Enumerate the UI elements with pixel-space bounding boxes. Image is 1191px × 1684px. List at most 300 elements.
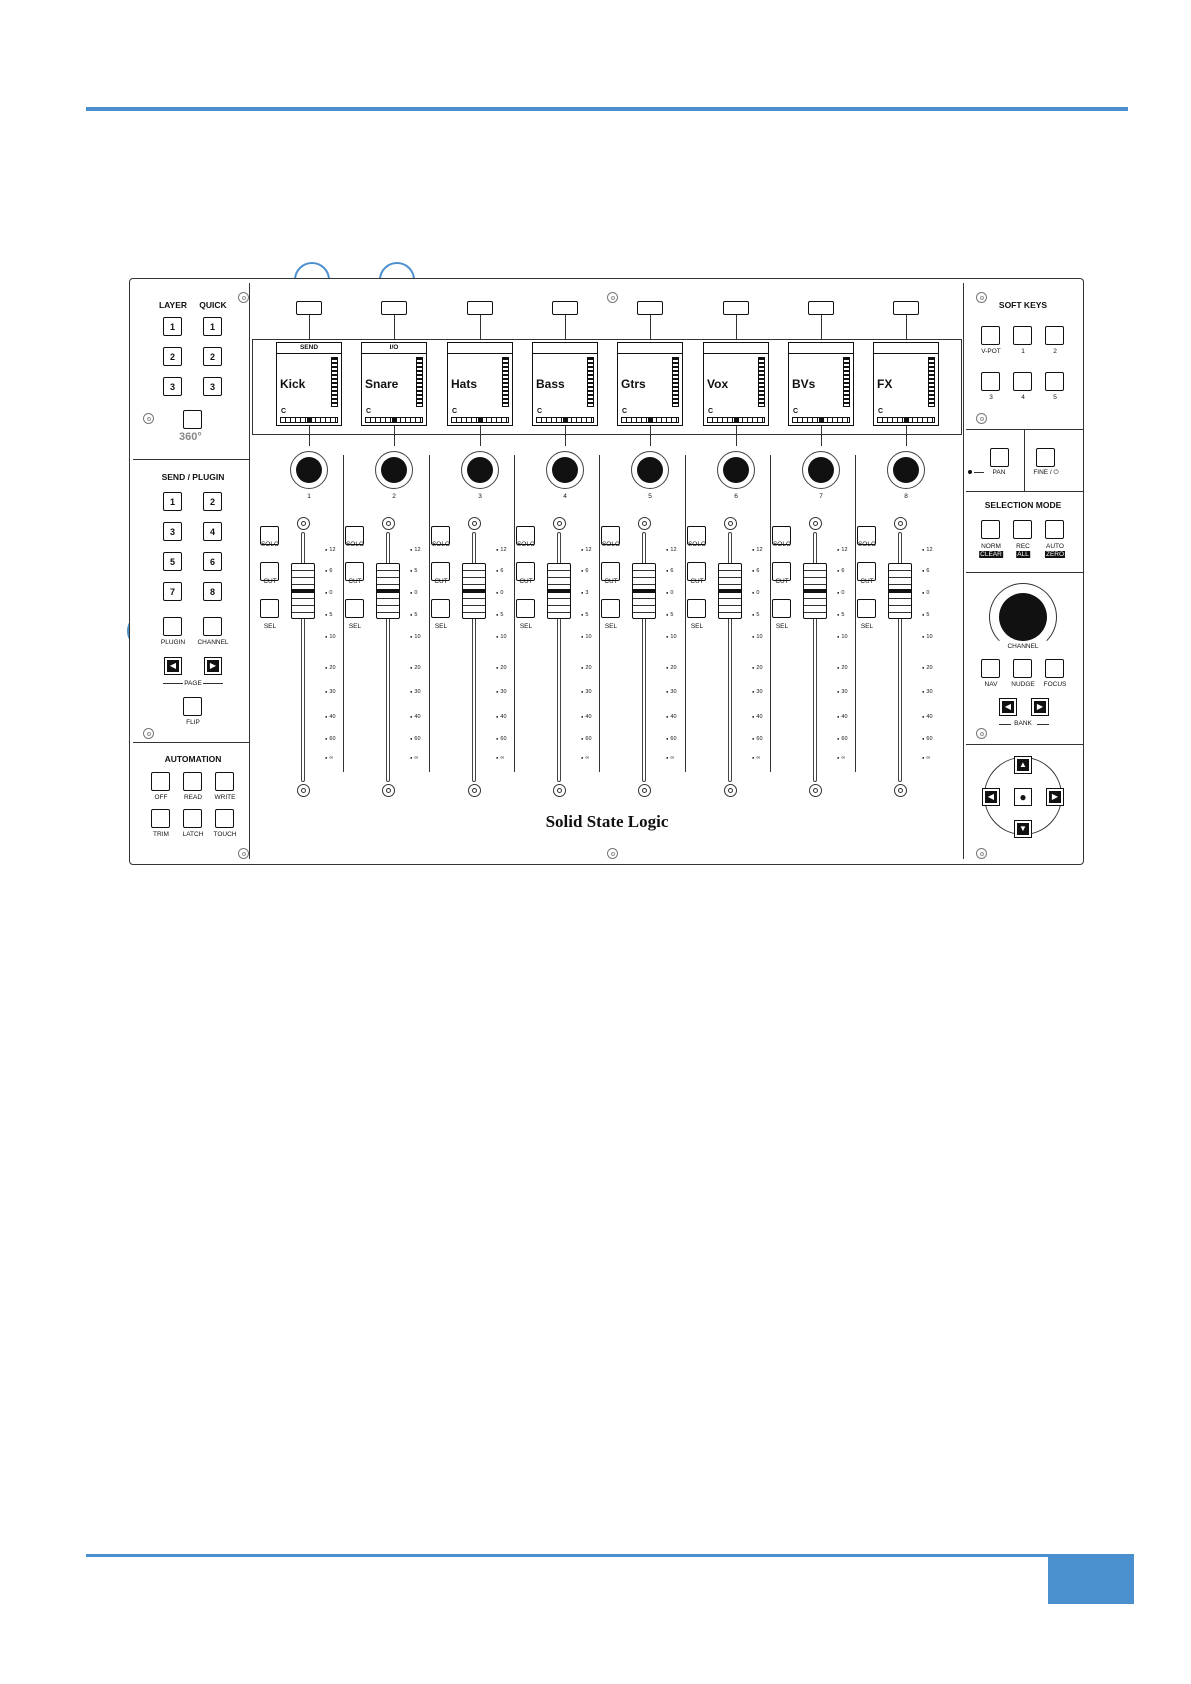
fader-cap[interactable] <box>462 563 486 619</box>
zero-label: ZERO <box>1045 551 1065 558</box>
fader-scale-mark: ● 0 <box>752 590 759 596</box>
fader-scale-mark: ● 5 <box>837 612 844 618</box>
auto-off-button[interactable] <box>151 772 170 791</box>
soft-key-4-label: 4 <box>1021 394 1025 401</box>
channel-name: Vox <box>707 377 729 391</box>
soft-key-2-button[interactable] <box>1045 326 1064 345</box>
fader-top-stop <box>894 517 907 530</box>
pan-value: C <box>708 408 714 415</box>
sel-label: SEL <box>860 623 874 630</box>
fader-scale-mark: ● 6 <box>496 568 503 574</box>
solo-label: SOLO <box>687 541 707 548</box>
sel-label: SEL <box>263 623 277 630</box>
screw-icon <box>238 848 249 859</box>
send-2-button[interactable]: 2 <box>203 492 222 511</box>
solo-label: SOLO <box>345 541 365 548</box>
fader-scale-mark: ● 30 <box>837 689 848 695</box>
vpot-knob[interactable] <box>717 451 755 489</box>
cut-label: CUT <box>775 578 789 585</box>
fader-scale-mark: ● 60 <box>325 736 336 742</box>
channel-name: Kick <box>280 377 306 391</box>
display-header: I/O <box>362 343 426 354</box>
cut-label: CUT <box>690 578 704 585</box>
screw-icon <box>976 728 987 739</box>
layer-label: LAYER <box>158 300 188 310</box>
fader-scale-mark: ● 6 <box>581 568 588 574</box>
fader-top-stop <box>382 517 395 530</box>
auto-touch-button[interactable] <box>215 809 234 828</box>
pan-fine-divider <box>1024 429 1025 491</box>
fader-cap[interactable] <box>547 563 571 619</box>
sel-label: SEL <box>604 623 618 630</box>
fader-scale-mark: ● 10 <box>752 634 763 640</box>
soft-key-3-button[interactable] <box>981 372 1000 391</box>
selection-mode-label: SELECTION MODE <box>984 500 1062 510</box>
pan-value: C <box>366 408 372 415</box>
fader-scale-mark: ● 20 <box>922 665 933 671</box>
flip-button[interactable] <box>183 697 202 716</box>
fader-scale-mark: ● 12 <box>581 547 592 553</box>
page-left-button[interactable] <box>164 657 182 675</box>
focus-label: FOCUS <box>1043 681 1067 688</box>
fader-top-stop <box>724 517 737 530</box>
display-select-button[interactable] <box>467 301 493 315</box>
fader-scale-mark: ● ∞ <box>922 755 930 761</box>
fine-button[interactable] <box>1036 448 1055 467</box>
sel-button[interactable] <box>516 599 535 618</box>
fader-scale-mark: ● 12 <box>325 547 336 553</box>
fader-scale-mark: ● 30 <box>666 689 677 695</box>
strip-divider <box>855 455 856 772</box>
auto-latch-button[interactable] <box>183 809 202 828</box>
fader-scale-mark: ● 30 <box>410 689 421 695</box>
auto-trim-label: TRIM <box>153 831 169 838</box>
quick-1-button[interactable]: 1 <box>203 317 222 336</box>
fader-cap[interactable] <box>291 563 315 619</box>
page-label: PAGE <box>184 680 202 687</box>
right-divider-2 <box>966 491 1083 492</box>
fader-scale-mark: ● 60 <box>752 736 763 742</box>
bank-left-button[interactable] <box>999 698 1017 716</box>
sel-label: SEL <box>434 623 448 630</box>
layer-1-button[interactable]: 1 <box>163 317 182 336</box>
arrow-up-icon: ▲ <box>1017 759 1029 771</box>
fader-scale-mark: ● 60 <box>666 736 677 742</box>
display-select-stem <box>309 315 310 339</box>
fader-scale-mark: ● 60 <box>581 736 592 742</box>
auto-trim-button[interactable] <box>151 809 170 828</box>
arrow-left-icon: ◀ <box>1002 701 1014 713</box>
fader-top-stop <box>638 517 651 530</box>
screw-icon <box>607 848 618 859</box>
page-line-left <box>163 683 183 684</box>
send-5-button[interactable]: 5 <box>163 552 182 571</box>
plugin-button[interactable] <box>163 617 182 636</box>
channel-name: FX <box>877 377 893 391</box>
fader-scale-mark: ● 6 <box>325 568 332 574</box>
channel-label: CHANNEL <box>197 639 229 646</box>
bank-label: BANK <box>1014 720 1032 727</box>
display-select-button[interactable] <box>893 301 919 315</box>
fader-cap[interactable] <box>376 563 400 619</box>
fader-top-stop <box>468 517 481 530</box>
clear-label: CLEAR <box>980 551 1002 558</box>
soft-key-3-label: 3 <box>989 394 993 401</box>
fader-cap[interactable] <box>888 563 912 619</box>
channel-name: BVs <box>792 377 816 391</box>
left-section-divider <box>249 283 250 859</box>
fader-scale-mark: ● 5 <box>410 612 417 618</box>
soft-key-1-label: 1 <box>1021 348 1025 355</box>
strip-divider <box>514 455 515 772</box>
sel-label: SEL <box>348 623 362 630</box>
fader-cap[interactable] <box>803 563 827 619</box>
layer-2-button[interactable]: 2 <box>163 347 182 366</box>
fader-scale-mark: ● 30 <box>581 689 592 695</box>
fader-scale-mark: ● 40 <box>325 714 336 720</box>
fader-cap[interactable] <box>718 563 742 619</box>
dot-icon: ● <box>1017 791 1029 803</box>
sel-label: SEL <box>519 623 533 630</box>
fader-scale-mark: ● 5 <box>752 612 759 618</box>
channel-name: Hats <box>451 377 478 391</box>
channel-name: Gtrs <box>621 377 646 391</box>
page-number-box <box>1048 1554 1134 1604</box>
fader-bottom-stop <box>382 784 395 797</box>
pan-button[interactable] <box>990 448 1009 467</box>
sel-button[interactable] <box>601 599 620 618</box>
solo-label: SOLO <box>431 541 451 548</box>
pan-led-line <box>974 472 984 473</box>
auto-read-button[interactable] <box>183 772 202 791</box>
channel-number: 4 <box>563 493 567 500</box>
display-select-button[interactable] <box>296 301 322 315</box>
nav-button[interactable] <box>981 659 1000 678</box>
quick-2-button[interactable]: 2 <box>203 347 222 366</box>
soft-keys-label: SOFT KEYS <box>998 300 1048 310</box>
fader-scale-mark: ● 60 <box>922 736 933 742</box>
fader-scale-mark: ● 20 <box>581 665 592 671</box>
fader-scale-mark: ● 0 <box>837 590 844 596</box>
fader-scale-mark: ● 30 <box>922 689 933 695</box>
fader-scale-mark: ● 5 <box>496 612 503 618</box>
send-3-button[interactable]: 3 <box>163 522 182 541</box>
fader-top-stop <box>809 517 822 530</box>
cut-label: CUT <box>860 578 874 585</box>
sel-label: SEL <box>690 623 704 630</box>
fader-scale-mark: ● 20 <box>752 665 763 671</box>
channel-encoder-knob[interactable] <box>999 593 1047 641</box>
nav-label: NAV <box>984 681 998 688</box>
display-select-button[interactable] <box>723 301 749 315</box>
fader-scale-mark: ● ∞ <box>837 755 845 761</box>
display-select-button[interactable] <box>381 301 407 315</box>
fader-scale-mark: ● 0 <box>410 590 417 596</box>
auto-write-label: WRITE <box>214 794 236 801</box>
fader-bottom-stop <box>297 784 310 797</box>
display-frame <box>252 339 962 435</box>
dpad-up-button[interactable] <box>1014 756 1032 774</box>
channel-name: Snare <box>365 377 399 391</box>
send-4-button[interactable]: 4 <box>203 522 222 541</box>
fader-bottom-stop <box>638 784 651 797</box>
channel-encoder-label: CHANNEL <box>1007 643 1039 650</box>
fader-scale-mark: ● 20 <box>837 665 848 671</box>
channel-number: 6 <box>734 493 738 500</box>
vpot-knob[interactable] <box>631 451 669 489</box>
pan-label: PAN <box>992 469 1006 476</box>
focus-button[interactable] <box>1045 659 1064 678</box>
screw-icon <box>976 292 987 303</box>
sel-button[interactable] <box>345 599 364 618</box>
display-header: SEND <box>277 343 341 354</box>
fader-scale-mark: ● 5 <box>325 612 332 618</box>
soft-key-vpot-label: V-POT <box>981 348 1001 355</box>
fader-scale-mark: ● 0 <box>325 590 332 596</box>
fader-scale-mark: ● ∞ <box>666 755 674 761</box>
fader-scale-mark: ● ∞ <box>581 755 589 761</box>
soft-key-5-button[interactable] <box>1045 372 1064 391</box>
sel-button[interactable] <box>260 599 279 618</box>
cut-label: CUT <box>434 578 448 585</box>
auto-read-label: READ <box>183 794 203 801</box>
arrow-left-icon: ◀ <box>985 791 997 803</box>
soft-key-vpot-button[interactable] <box>981 326 1000 345</box>
soft-key-4-button[interactable] <box>1013 372 1032 391</box>
quick-label: QUICK <box>199 300 227 310</box>
dpad-right-button[interactable] <box>1046 788 1064 806</box>
screw-icon <box>143 728 154 739</box>
fader-scale-mark: ● ∞ <box>410 755 418 761</box>
channel-button[interactable] <box>203 617 222 636</box>
fader-scale-mark: ● 6 <box>752 568 759 574</box>
fader-scale-mark: ● 12 <box>666 547 677 553</box>
soft-key-1-button[interactable] <box>1013 326 1032 345</box>
fader-scale-mark: ● 20 <box>325 665 336 671</box>
fader-scale-mark: ● 30 <box>496 689 507 695</box>
pan-value: C <box>537 408 543 415</box>
fader-scale-mark: ● 5 <box>581 612 588 618</box>
360-logo: 360° <box>179 431 202 443</box>
vpot-knob[interactable] <box>461 451 499 489</box>
norm-clear-button[interactable] <box>981 520 1000 539</box>
bank-line-right <box>1037 724 1049 725</box>
fader-scale-mark: ● 5 <box>666 612 673 618</box>
auto-write-button[interactable] <box>215 772 234 791</box>
bank-line-left <box>999 724 1011 725</box>
screw-icon <box>607 292 618 303</box>
arrow-right-icon: ▶ <box>1034 701 1046 713</box>
sel-button[interactable] <box>687 599 706 618</box>
dpad-left-button[interactable] <box>982 788 1000 806</box>
fader-scale-mark: ● 5 <box>410 568 417 574</box>
brand-logo: Solid State Logic <box>545 812 669 831</box>
dpad-center-button[interactable] <box>1014 788 1032 806</box>
fader-scale-mark: ● 10 <box>325 634 336 640</box>
fader-scale-mark: ● 40 <box>752 714 763 720</box>
solo-label: SOLO <box>772 541 792 548</box>
bank-right-button[interactable] <box>1031 698 1049 716</box>
fine-label: FINE / ⏻ <box>1033 469 1059 476</box>
channel-name: Bass <box>536 377 565 391</box>
fader-bottom-stop <box>894 784 907 797</box>
vpot-knob[interactable] <box>375 451 413 489</box>
fader-scale-mark: ● 10 <box>922 634 933 640</box>
display-select-button[interactable] <box>808 301 834 315</box>
fader-scale-mark: ● 40 <box>581 714 592 720</box>
display-select-button[interactable] <box>637 301 663 315</box>
arrow-right-icon: ▶ <box>1049 791 1061 803</box>
screw-icon <box>143 413 154 424</box>
soft-key-2-label: 2 <box>1053 348 1057 355</box>
fader-top-stop <box>297 517 310 530</box>
cut-label: CUT <box>348 578 362 585</box>
fader-scale-mark: ● 30 <box>325 689 336 695</box>
nudge-label: NUDGE <box>1011 681 1035 688</box>
display-select-stem <box>906 315 907 339</box>
auto-label: AUTO <box>1046 543 1064 550</box>
vpot-knob[interactable] <box>887 451 925 489</box>
channel-number: 3 <box>478 493 482 500</box>
auto-touch-label: TOUCH <box>213 831 237 838</box>
send-plugin-label: SEND / PLUGIN <box>161 472 225 482</box>
solo-label: SOLO <box>260 541 280 548</box>
bottom-rule <box>86 1554 1128 1557</box>
display-select-stem <box>565 315 566 339</box>
auto-latch-label: LATCH <box>182 831 204 838</box>
arrow-down-icon: ▼ <box>1017 823 1029 835</box>
fader-scale-mark: ● 60 <box>837 736 848 742</box>
fader-scale-mark: ● 6 <box>922 568 929 574</box>
strip-divider <box>343 455 344 772</box>
sel-button[interactable] <box>857 599 876 618</box>
fader-scale-mark: ● 20 <box>666 665 677 671</box>
fader-scale-mark: ● 0 <box>666 590 673 596</box>
sel-label: SEL <box>775 623 789 630</box>
fader-scale-mark: ● 6 <box>837 568 844 574</box>
right-section-divider <box>963 283 964 859</box>
pan-led-icon <box>968 470 972 474</box>
fader-top-stop <box>553 517 566 530</box>
quick-3-button[interactable]: 3 <box>203 377 222 396</box>
channel-number: 7 <box>819 493 823 500</box>
send-8-button[interactable]: 8 <box>203 582 222 601</box>
page-line-right <box>203 683 223 684</box>
automation-label: AUTOMATION <box>164 754 222 764</box>
display-select-stem <box>480 315 481 339</box>
screw-icon <box>976 413 987 424</box>
auto-zero-button[interactable] <box>1045 520 1064 539</box>
fader-scale-mark: ● 10 <box>666 634 677 640</box>
display-select-stem <box>650 315 651 339</box>
fader-scale-mark: ● 12 <box>410 547 421 553</box>
fader-scale-mark: ● 40 <box>410 714 421 720</box>
strip-divider <box>429 455 430 772</box>
cut-label: CUT <box>263 578 277 585</box>
fader-scale-mark: ● 40 <box>837 714 848 720</box>
left-divider-2 <box>133 742 249 743</box>
layer-3-button[interactable]: 3 <box>163 377 182 396</box>
fader-scale-mark: ● 40 <box>496 714 507 720</box>
dpad-down-button[interactable] <box>1014 820 1032 838</box>
vpot-knob[interactable] <box>546 451 584 489</box>
plugin-label: PLUGIN <box>160 639 186 646</box>
nudge-button[interactable] <box>1013 659 1032 678</box>
pan-value: C <box>793 408 799 415</box>
pan-value: C <box>622 408 628 415</box>
fader-scale-mark: ● 40 <box>922 714 933 720</box>
sel-button[interactable] <box>772 599 791 618</box>
360-button[interactable] <box>183 410 202 429</box>
fader-scale-mark: ● 12 <box>496 547 507 553</box>
all-label: ALL <box>1017 551 1029 558</box>
fader-scale-mark: ● ∞ <box>496 755 504 761</box>
fader-scale-mark: ● ∞ <box>325 755 333 761</box>
arrow-left-icon: ◀ <box>167 660 179 672</box>
fader-scale-mark: ● 5 <box>922 612 929 618</box>
rec-label: REC <box>1016 543 1030 550</box>
soft-key-5-label: 5 <box>1053 394 1057 401</box>
top-rule <box>86 107 1128 111</box>
fader-scale-mark: ● 6 <box>666 568 673 574</box>
strip-divider <box>599 455 600 772</box>
display-select-stem <box>821 315 822 339</box>
fader-scale-mark: ● 12 <box>837 547 848 553</box>
send-7-button[interactable]: 7 <box>163 582 182 601</box>
screw-icon <box>238 292 249 303</box>
right-divider-3 <box>966 572 1083 573</box>
fader-scale-mark: ● 10 <box>837 634 848 640</box>
channel-number: 1 <box>307 493 311 500</box>
fader-scale-mark: ● 20 <box>410 665 421 671</box>
vpot-knob[interactable] <box>802 451 840 489</box>
channel-number: 2 <box>392 493 396 500</box>
fader-scale-mark: ● 0 <box>496 590 503 596</box>
auto-off-label: OFF <box>154 794 168 801</box>
screw-icon <box>976 848 987 859</box>
solo-label: SOLO <box>857 541 877 548</box>
fader-bottom-stop <box>553 784 566 797</box>
pan-value: C <box>878 408 884 415</box>
vpot-knob[interactable] <box>290 451 328 489</box>
fader-scale-mark: ● 3 <box>581 590 588 596</box>
norm-label: NORM <box>981 543 1001 550</box>
channel-number: 8 <box>904 493 908 500</box>
cut-label: CUT <box>519 578 533 585</box>
rec-all-button[interactable] <box>1013 520 1032 539</box>
fader-scale-mark: ● ∞ <box>752 755 760 761</box>
right-divider-4 <box>966 744 1083 745</box>
send-6-button[interactable]: 6 <box>203 552 222 571</box>
page-right-button[interactable] <box>204 657 222 675</box>
solo-label: SOLO <box>516 541 536 548</box>
fader-cap[interactable] <box>632 563 656 619</box>
strip-divider <box>685 455 686 772</box>
fader-bottom-stop <box>809 784 822 797</box>
fader-scale-mark: ● 30 <box>752 689 763 695</box>
channel-number: 5 <box>648 493 652 500</box>
display-select-button[interactable] <box>552 301 578 315</box>
fader-scale-mark: ● 12 <box>752 547 763 553</box>
display-select-stem <box>736 315 737 339</box>
send-1-button[interactable]: 1 <box>163 492 182 511</box>
sel-button[interactable] <box>431 599 450 618</box>
fader-bottom-stop <box>724 784 737 797</box>
fader-scale-mark: ● 20 <box>496 665 507 671</box>
cut-label: CUT <box>604 578 618 585</box>
display-select-stem <box>394 315 395 339</box>
fader-scale-mark: ● 10 <box>410 634 421 640</box>
